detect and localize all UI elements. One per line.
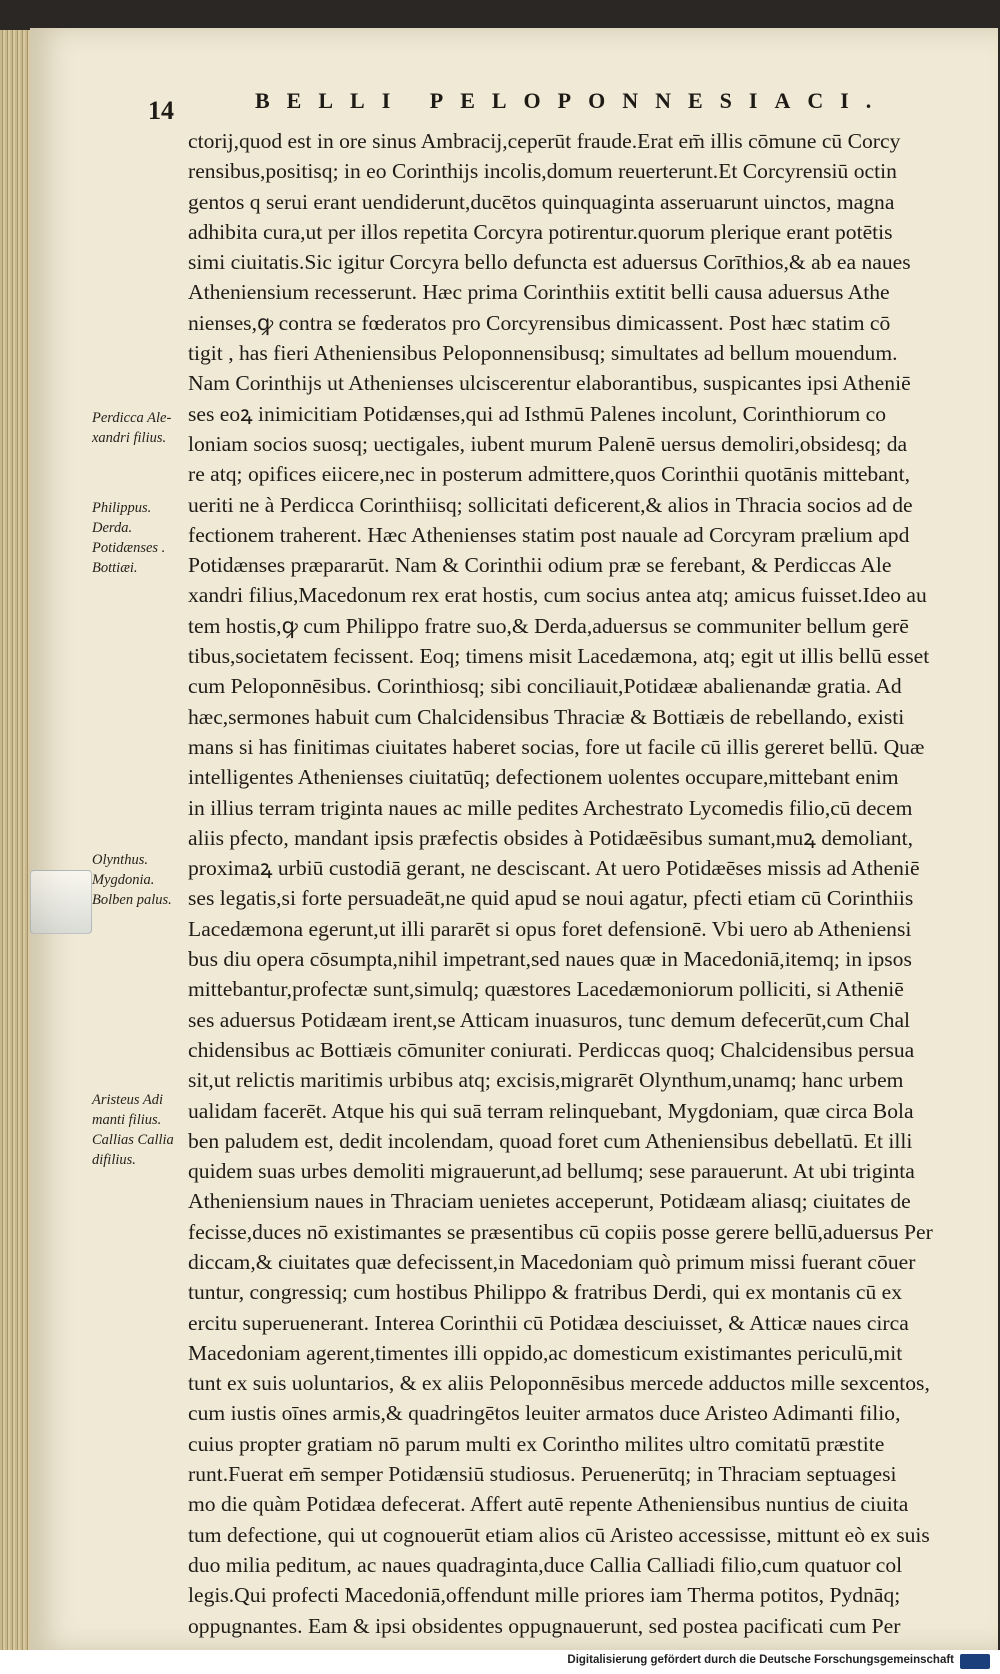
text-line: sit,ut relictis maritimis urbibus atq; excisis,migrarēt Olynthum,unamq; hanc urbem bbox=[188, 1068, 904, 1093]
text-line: fectionem traherent. Hæc Athenienses statim post nauale ad Corcyram prælium apd bbox=[188, 522, 910, 547]
text-line: bus diu opera cōsumpta,nihil impetrant,sed naues quæ in Macedoniā,itemq; in ipsos bbox=[188, 947, 912, 972]
margin-note-line: Potidænses . bbox=[92, 540, 166, 556]
margin-note-line: Derda. bbox=[92, 520, 133, 536]
page-clip bbox=[30, 870, 92, 934]
text-line: ueriti ne à Perdicca Corinthiisq; sollicitati deficerent,& alios in Thracia socios ad de bbox=[188, 492, 913, 517]
text-line: fecisse,duces nō existimantes se præsentibus cū copiis posse gerere bellū,aduersus Per bbox=[188, 1219, 933, 1244]
text-line: aliis pfecto, mandant ipsis præfectis obsides à Potidæēsibus sumant,muꝝ demoliant, bbox=[188, 825, 913, 850]
margin-note-line: Aristeus Adi bbox=[92, 1092, 164, 1108]
text-line: ualidam facerēt. Atque his qui suā terram relinquebant, Mygdoniam, quæ circa Bola bbox=[188, 1098, 914, 1123]
text-line: legis.Qui profecti Macedoniā,offendunt mille priores iam Therma potitos, Pydnāq; bbox=[188, 1583, 901, 1608]
text-line: cum Peloponnēsibus. Corinthiosq; sibi conciliauit,Potidææ abalienandæ gratia. Ad bbox=[188, 674, 902, 699]
text-line: Nam Corinthijs ut Athenienses ulciscerentur elaborantibus, suspicantes ipsi Atheniē bbox=[188, 371, 911, 396]
margin-note-aristeus bbox=[92, 1090, 192, 1170]
text-line: mans si has finitimas ciuitates haberet socias, fore ut facile cū illis gereret bellū. Quæ bbox=[188, 734, 925, 759]
text-line: intelligentes Athenienses ciuitatūq; defectionem uolentes occupare,mittebant enim bbox=[188, 765, 899, 790]
margin-note-line: Philippus. bbox=[92, 500, 152, 516]
text-line: Atheniensium naues in Thraciam uenietes acceperunt, Potidæam aliasq; ciuitates de bbox=[188, 1189, 911, 1214]
page-number: 14 bbox=[148, 96, 174, 125]
margin-note-line: manti filius. bbox=[92, 1112, 162, 1128]
text-line: xandri filius,Macedonum rex erat hostis, cum socius antea atq; amicus fuisset.Ideo au bbox=[188, 583, 927, 608]
margin-note-line: difilius. bbox=[92, 1152, 136, 1168]
text-line: rensibus,positisq; in eo Corinthijs incolis,domum reuerterunt.Et Corcyrensiū octin bbox=[188, 159, 897, 184]
text-line: loniam socios suosq; uectigales, iubent murum Palenē uersus demoliri,obsidesq; da bbox=[188, 431, 908, 456]
text-line: ses legatis,si forte persuadeāt,ne quid apud se noui agatur, pfecti etiam cū Corinthiis bbox=[188, 886, 914, 911]
text-line: quidem suas urbes demoliti migrauerunt,ad bellumq; sese parauerunt. At ubi triginta bbox=[188, 1159, 915, 1184]
margin-note-line: xandri filius. bbox=[92, 430, 167, 446]
margin-note-line: Bolben palus. bbox=[92, 892, 172, 908]
text-line: tum defectione, qui ut cognouerūt etiam alios cū Aristeo accessisse, mittunt eò ex suis bbox=[188, 1522, 930, 1547]
margin-note-line: Callias Callia bbox=[92, 1132, 174, 1148]
text-line: mittebantur,profectæ sunt,simulq; quæstores Lacedæmoniorum polliciti, si Atheniē bbox=[188, 977, 904, 1002]
text-line: proximaꝝ urbiū custodiā gerant, ne desciscant. At uero Potidæēses missis ad Atheniē bbox=[188, 856, 920, 881]
margin-note-perdiccas bbox=[92, 408, 192, 448]
text-line: nienses,ꝙ contra se fœderatos pro Corcyrensibus dimicassent. Post hæc statim cō bbox=[188, 310, 891, 335]
text-line: cuius propter gratiam nō parum multi ex Corintho milites ultro comitatū præstite bbox=[188, 1431, 885, 1456]
text-line: hæc,sermones habuit cum Chalcidensibus Thraciæ & Bottiæis de rebellando, existi bbox=[188, 704, 905, 729]
text-line: tigit , has fieri Atheniensibus Peloponnensibusq; simultates ad bellum mouendum. bbox=[188, 341, 898, 366]
text-line: ercitu superuenerant. Interea Corinthii cū Potidæa desciuisset, & Atticæ naues circa bbox=[188, 1310, 909, 1335]
text-line: ctorij,quod est in ore sinus Ambracij,ceperūt fraude.Erat em̄ illis cōmune cū Corcy bbox=[188, 129, 901, 153]
running-head: BELLI PELOPONNESIACI. bbox=[255, 88, 889, 113]
text-line: in illius terram triginta naues ac mille pedites Archestrato Lycomedis filio,cū decem bbox=[188, 795, 913, 820]
text-line: tem hostis,ꝙ cum Philippo fratre suo,& Derda,aduersus se communiter bellum gerē bbox=[188, 613, 909, 638]
text-line: gentos q serui erant uendiderunt,ducētos quinquaginta asseruarunt uinctos, magna bbox=[188, 189, 895, 214]
text-line: mo die quàm Potidæa defecerat. Affert autē repente Atheniensibus nuntius de ciuita bbox=[188, 1492, 909, 1517]
margin-note-olynthus bbox=[92, 850, 192, 910]
text-line: Lacedæmona egerunt,ut illi pararēt si opus foret defensionē. Vbi uero ab Atheniensi bbox=[188, 916, 912, 941]
text-line: cum iustis oīnes armis,& quadringētos leuiter armatos duce Aristeo Adimanti filio, bbox=[188, 1401, 901, 1426]
text-line: adhibita cura,ut per illos repetita Corcyra potirentur.quorum plerique erant potētis bbox=[188, 219, 893, 244]
text-line: runt.Fuerat em̄ semper Potidænsiū studiosus. Peruenerūtq; in Thraciam septuagesi bbox=[188, 1462, 897, 1487]
margin-note-line: Mygdonia. bbox=[92, 872, 155, 888]
text-line: chidensibus ac Bottiæis cōmuniter coniurati. Perdiccas quoq; Chalcidensibus persua bbox=[188, 1037, 915, 1062]
text-line: Atheniensium recesserunt. Hæc prima Corinthiis extitit belli causa aduersus Athe bbox=[188, 280, 890, 305]
text-line: tunt ex suis uoluntarios, & ex aliis Peloponnēsibus mercede adductos mille sexcentos, bbox=[188, 1371, 930, 1396]
text-line: duo milia peditum, ac naues quadraginta,duce Callia Calliadi filio,cum quatuor col bbox=[188, 1552, 903, 1577]
margin-note-line: Perdicca Ale- bbox=[92, 410, 172, 426]
margin-note-line: Olynthus. bbox=[92, 852, 148, 868]
margin-note-line: Bottiæi. bbox=[92, 560, 138, 576]
text-line: ses eoꝝ inimicitiam Potidænses,qui ad Isthmū Palenes incolunt, Corinthiorum co bbox=[188, 401, 887, 426]
text-line: tibus,societatem fecissent. Eoq; timens misit Lacedæmona, atq; egit ut illis bellū esset bbox=[188, 644, 930, 669]
text-line: diccam,& ciuitates quæ defecissent,in Macedoniam quò primum missi fuerant cōuer bbox=[188, 1249, 916, 1274]
dfg-logo bbox=[960, 1654, 990, 1669]
footer-bar bbox=[0, 1650, 1000, 1674]
text-line: oppugnantes. Eam & ipsi obsidentes oppugnauerunt, sed postea pacificati cum Per bbox=[188, 1613, 901, 1638]
margin-note-philippus bbox=[92, 498, 192, 578]
text-line: ses aduersus Potidæam irent,se Atticam inuasuros, tunc demum defecerūt,cum Chal bbox=[188, 1007, 911, 1032]
text-line: re atq; opifices eiicere,nec in posterum admittere,quos Corinthii quotānis mittebant, bbox=[188, 462, 910, 487]
text-line: Macedoniam agerent,timentes illi oppido,ac domesticum existimantes periculū,mit bbox=[188, 1340, 903, 1365]
text-line: tuntur, congressiq; cum hostibus Philippo & fratribus Derdi, qui ex montanis cū ex bbox=[188, 1280, 903, 1305]
text-line: Potidænses præpararūt. Nam & Corinthii odium præ se ferebant, & Perdiccas Ale bbox=[188, 553, 892, 578]
main-text-block bbox=[188, 126, 938, 1641]
funding-notice: Digitalisierung gefördert durch die Deutsche Forschungsgemeinschaft bbox=[567, 1654, 954, 1666]
text-line: simi ciuitatis.Sic igitur Corcyra bello defuncta est aduersus Corīthios,& ab ea naues bbox=[188, 250, 911, 275]
text-line: ben paludem est, dedit incolendam, quoad foret cum Atheniensibus debellatū. Et illi bbox=[188, 1128, 913, 1153]
